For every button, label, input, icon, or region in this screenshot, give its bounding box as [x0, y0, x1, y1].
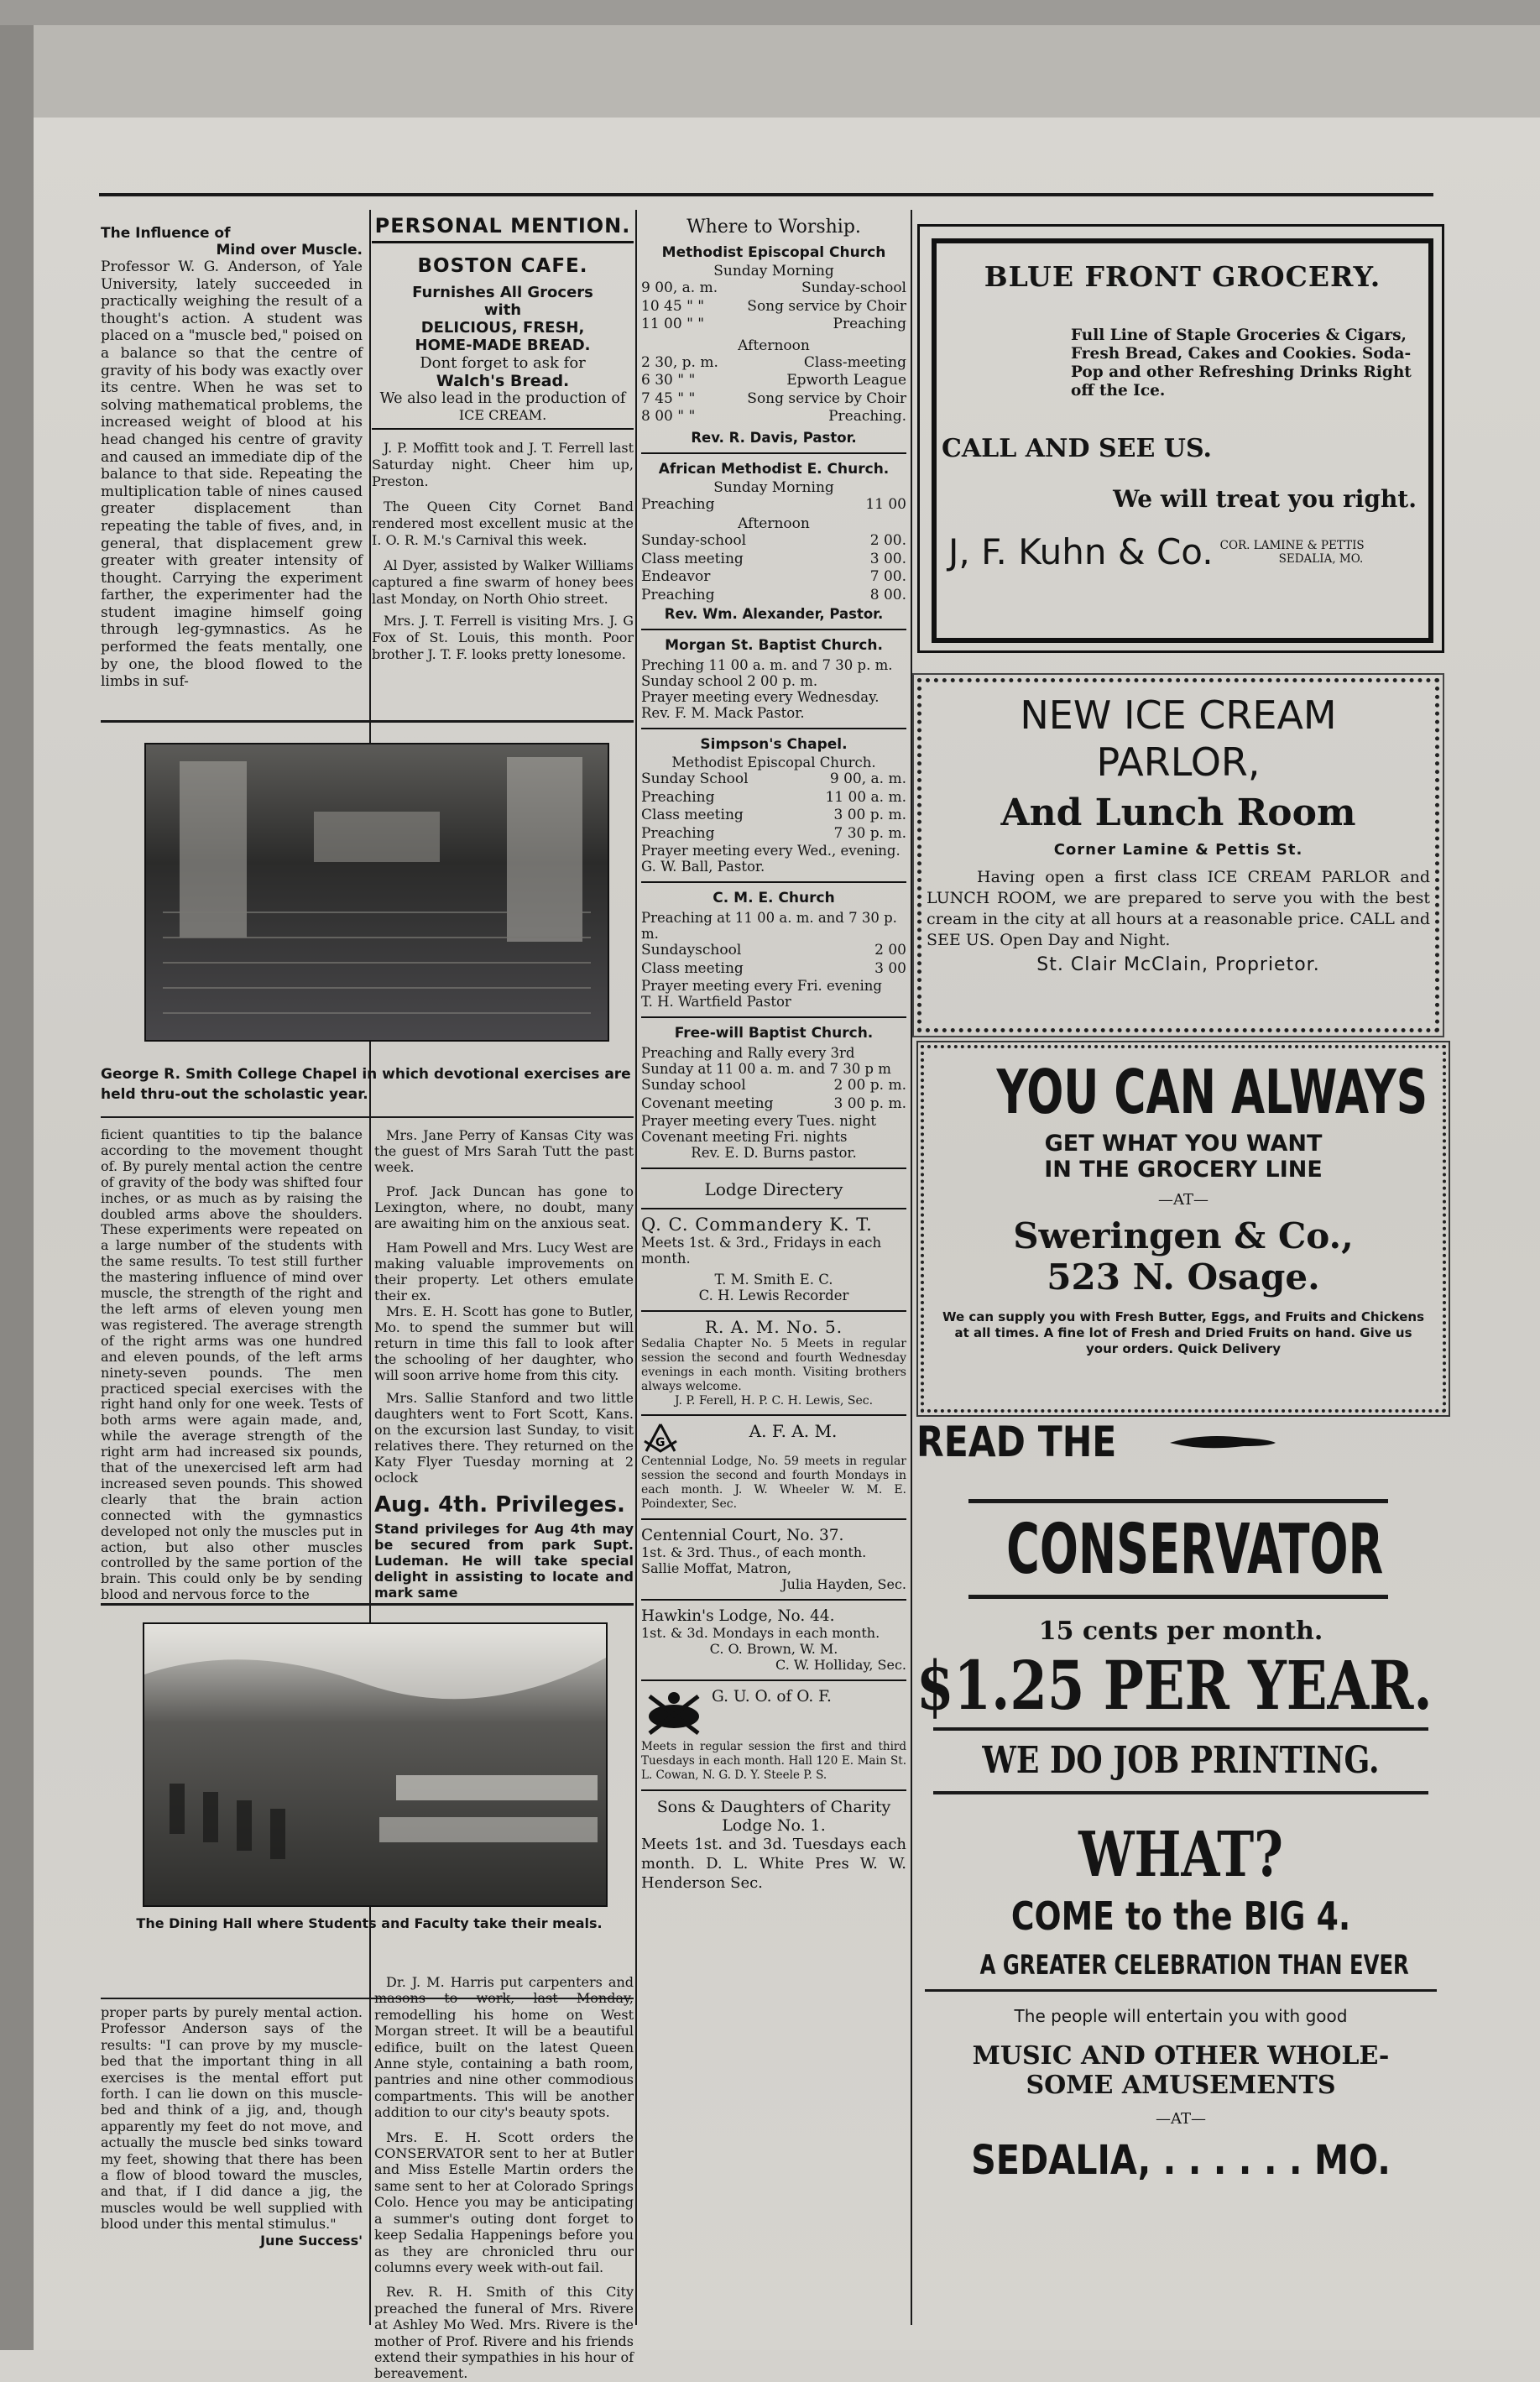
ad-music-line2: SOME AMUSEMENTS: [1026, 2071, 1336, 2100]
church-line: Prayer meeting every Wed., evening. G. W. Ball, Pastor.: [641, 843, 906, 883]
personal-item: Mrs. E. H. Scott orders the CONSERVATOR sent to her at Butler and Miss Estelle Martin orders the same sent to her at Colorado Springs Colo. Hence you may be anticipating a summer's outing dont forget to keep Sedalia Happenings before you as they are chronicled thru our columns every week with-out fail.: [374, 2129, 634, 2275]
personal-item: Prof. Jack Duncan has gone to Lexington, where, no doubt, many are awaiting him on the anxious seat.: [374, 1183, 634, 1231]
schedule-row: [641, 1077, 906, 1095]
lodge-officer: C. W. Holliday, Sec.: [641, 1657, 906, 1681]
schedule-time: Sunday-school: [641, 532, 747, 549]
schedule-event: Sunday-school: [801, 279, 906, 296]
ad-music-line1: MUSIC AND OTHER WHOLE-: [972, 2041, 1390, 2071]
column-rule-2: [635, 210, 637, 2325]
church-title: C. M. E. Church: [713, 890, 835, 906]
schedule-row: [641, 825, 906, 844]
ad-job-box: [916, 1736, 1445, 1786]
church-schedule: [641, 770, 906, 843]
schedule-time: Endeavor: [641, 568, 711, 585]
lodge-text: 1st. & 3rd. Thus., of each month.: [641, 1544, 867, 1560]
ad-business-name: J, F. Kuhn & Co.: [948, 531, 1214, 572]
cafe-line3: DELICIOUS, FRESH,: [420, 319, 585, 337]
lodge-officer: Sallie Moffat, Matron,: [641, 1560, 791, 1576]
schedule-row: [641, 1095, 906, 1114]
schedule-time: Class meeting: [641, 550, 744, 567]
schedule-row: [641, 551, 906, 569]
church-schedule: [641, 496, 906, 515]
svg-text:G: G: [655, 1436, 666, 1450]
lodge-title: Sons & Daughters of Charity: [656, 1798, 891, 1816]
chapel-photo-image: [146, 744, 608, 1040]
ad-address-line2: SEDALIA, MO.: [1278, 551, 1364, 566]
personal-item: Al Dyer, assisted by Walker Williams captured a fine swarm of honey bees last Monday, on North Ohio street.: [372, 557, 634, 607]
personal-item: Dr. J. M. Harris put carpenters and masons to work, last Monday, remodelling his home on West Morgan street. It will be a beautiful edifice, built on the latest Queen Anne style, containing a bath room, pantries and nine other commodious compartments. This will be another addition to our city's beauty spots.: [374, 1974, 634, 2121]
schedule-time: 7 45 " ": [641, 389, 696, 407]
dining-hall-photo-image: [144, 1624, 606, 1905]
lodge-heading: Lodge Directery: [641, 1179, 906, 1209]
ad-line: NEW ICE CREAM: [1020, 692, 1337, 738]
lodge-officer: J. P. Ferell, H. P. C. H. Lewis, Sec.: [641, 1394, 906, 1416]
schedule-event: 8 00.: [869, 586, 906, 603]
church-line: Prayer meeting every Tues. night Covenant meeting Fri. nights: [641, 1113, 876, 1145]
ad-read-box: [916, 1418, 1168, 1465]
ad-read: READ THE: [916, 1418, 1117, 1466]
ad-at: —AT—: [1155, 2110, 1207, 2128]
lodge-officer: T. M. Smith E. C.: [714, 1272, 833, 1288]
personal-item: Mrs. Jane Perry of Kansas City was the guest of Mrs Sarah Tutt the past week.: [374, 1127, 634, 1175]
schedule-event: 2 00.: [869, 532, 906, 549]
ad-rule: [925, 1989, 1437, 1992]
church-line: T. H. Wartfield Pastor: [641, 994, 906, 1018]
church-pastor: Rev. R. Davis, Pastor.: [641, 430, 906, 454]
lodge-text: Meets in regular session the first and third Tuesdays in each month. Hall 120 E. Main St. L. Cowan, N. G. D. Y. Steele P. S.: [641, 1740, 906, 1791]
church-line: Preaching and Rally every 3rd Sunday at 11 00 a. m. and 7 30 p m: [641, 1045, 891, 1077]
lodge-afam: [641, 1421, 906, 1455]
schedule-row: [641, 390, 906, 409]
schedule-event: 7 30 p. m.: [833, 824, 906, 842]
schedule-time: 2 30, p. m.: [641, 353, 718, 371]
personal-mention-top: [372, 214, 634, 718]
church-line: Prayer meeting every Wednesday.: [641, 689, 880, 705]
ad-address: 523 N. Osage.: [1047, 1256, 1320, 1298]
privileges-text: Stand privileges for Aug 4th may be secured from park Supt. Ludeman. He will take special delight in assisting to locate and mark same: [374, 1521, 634, 1601]
personal-item: J. P. Moffitt took and J. T. Ferrell last Saturday night. Cheer him up, Preston.: [372, 440, 634, 489]
privileges-title: Aug. 4th. Privileges.: [374, 1492, 625, 1517]
ad-price-year-box: [916, 1647, 1454, 1724]
church-subtitle: Afternoon: [738, 515, 810, 532]
ad-line: GET WHAT YOU WANT: [1044, 1131, 1323, 1157]
schedule-event: 2 00: [874, 942, 906, 959]
church-title: Simpson's Chapel.: [700, 736, 848, 753]
ad-call: CALL AND SEE US.: [942, 434, 1212, 463]
schedule-time: Preaching: [641, 824, 715, 842]
ad-corner: Corner Lamine & Pettis St.: [1053, 841, 1303, 859]
schedule-row: [641, 532, 906, 551]
schedule-event: Preaching.: [828, 408, 906, 425]
schedule-row: [641, 408, 906, 426]
ad-signature: [948, 531, 1428, 572]
lodge-title: Q. C. Commandery K. T.: [641, 1215, 873, 1235]
article-source: June Success': [260, 2232, 363, 2249]
lodge-text: Meets 1st. & 3rd., Fridays in each month.: [641, 1235, 882, 1267]
church-schedule: [641, 1077, 906, 1113]
article-title-line2: Mind over Muscle.: [216, 242, 363, 259]
ad-treat: We will treat you right.: [1113, 485, 1417, 513]
cafe-line4: HOME-MADE BREAD.: [415, 337, 591, 354]
schedule-row: [641, 770, 906, 789]
chapel-caption-text: George R. Smith College Chapel in which devotional exercises are held thru-out the scholastic year.: [101, 1066, 631, 1103]
ad-price-year: $1.25 PER YEAR.: [916, 1646, 1433, 1725]
ad-headline-box: [924, 1058, 1443, 1126]
ad-rule: [933, 1727, 1428, 1731]
church-schedule: [641, 942, 906, 978]
worship-heading: Where to Worship.: [686, 217, 861, 238]
schedule-row: [641, 960, 906, 979]
dining-caption: [101, 1915, 638, 1949]
ad-come-box: [916, 1892, 1445, 1941]
schedule-event: 2 00 p. m.: [833, 1077, 906, 1094]
church-subtitle: Sunday Morning: [713, 478, 834, 496]
lodge-title: A. F. A. M.: [749, 1421, 838, 1441]
chapel-caption: [101, 1064, 638, 1115]
ad-what: WHAT?: [1078, 1819, 1283, 1891]
schedule-event: 9 00, a. m.: [829, 770, 906, 787]
ad-price-month: 15 cents per month.: [1038, 1617, 1323, 1646]
conservator-ad: [916, 1418, 1445, 1800]
personal-item: Ham Powell and Mrs. Lucy West are making valuable improvements on their property. Let others emulate their ex.: [374, 1240, 634, 1303]
ad-what-box: [916, 1819, 1445, 1891]
chapel-photo: [144, 743, 609, 1042]
church-line: Preaching at 11 00 a. m. and 7 30 p. m.: [641, 910, 897, 942]
oddfellows-emblem-icon: [641, 1688, 707, 1740]
lodge-title: G. U. O. of O. F.: [712, 1688, 832, 1706]
schedule-time: Sundayschool: [641, 942, 742, 959]
schedule-row: [641, 568, 906, 587]
schedule-time: 6 30 " ": [641, 372, 696, 389]
lodge-text: Meets 1st. and 3d. Tuesdays each month. D. L. White Pres W. W. Henderson Sec.: [641, 1836, 906, 1892]
ad-rule: [968, 1595, 1388, 1599]
ad-headline: YOU CAN ALWAYS: [996, 1057, 1428, 1127]
ad-job-printing: WE DO JOB PRINTING.: [982, 1739, 1380, 1782]
scan-top-band: [34, 25, 1540, 118]
section-rule-1: [101, 720, 634, 723]
column-rule-3: [911, 210, 912, 2325]
article-body: Professor W. G. Anderson, of Yale University, lately succeeded in practically weighing the result of a thought's action. A student was placed on a "muscle bed," poised on a balance so that the centre of gravity of his body was exactly over its centre. When he was set to solving mathematical problems, the increased weight of blood at his head changed his centre of gravity and caused an immediate dip of the balance to that side. Repeating the multiplication table of nines caused greater displacement than repeating the table of fives, and, in general, that displacement grew greater with greater intensity of thought. Carrying the experiment farther, the experimenter had the student imagine himself going through leg-gymnastics. As he performed the feats mentally, one by one, the blood flowed to the limbs in suf-: [101, 259, 363, 691]
personal-mention-heading: PERSONAL MENTION.: [372, 214, 634, 243]
cafe-name: BOSTON CAFE.: [417, 255, 588, 277]
schedule-row: [641, 942, 906, 960]
schedule-event: Class-meeting: [803, 353, 906, 371]
schedule-time: Covenant meeting: [641, 1094, 774, 1112]
schedule-time: 11 00 " ": [641, 316, 705, 332]
ad-people: The people will entertain you with good: [1014, 2006, 1348, 2026]
schedule-row: [641, 807, 906, 825]
schedule-row: [641, 298, 906, 316]
lodge-officer: Julia Hayden, Sec.: [641, 1576, 906, 1601]
ad-city-box: [916, 2134, 1445, 2186]
cafe-line7: We also lead in the production of: [379, 390, 626, 407]
ad-line: And Lunch Room: [1000, 791, 1356, 834]
ad-text: Having open a first class ICE CREAM PARLOR and LUNCH ROOM, we are prepared to serve you with the best cream in the city at all hours at a reasonable price. CALL and SEE US. Open Day and Night.: [927, 868, 1430, 949]
schedule-time: Preaching: [641, 788, 715, 806]
lodge-oddfellows: [641, 1688, 906, 1740]
schedule-event: Song service by Choir: [747, 389, 906, 407]
dining-hall-photo: [143, 1622, 608, 1907]
personal-item: Mrs. E. H. Scott has gone to Butler, Mo. to spend the summer but will return in time this fall to look after the schooling of her daughter, who will soon arrive home from this city.: [374, 1303, 634, 1383]
ad-city: SEDALIA, . . . . . . MO.: [971, 2137, 1391, 2184]
schedule-event: 3 00: [874, 959, 906, 977]
schedule-event: 3 00 p. m.: [833, 807, 906, 823]
schedule-event: Epworth League: [786, 372, 906, 389]
cafe-line8: ICE CREAM.: [372, 407, 634, 430]
schedule-event: Preaching: [833, 316, 906, 332]
section-rule-3: [101, 1603, 634, 1606]
lodge-text: 1st. & 3d. Mondays in each month.: [641, 1625, 880, 1641]
schedule-event: 3 00.: [869, 550, 906, 567]
ice-cream-parlor-ad: [917, 678, 1439, 1032]
lodge-text: Centennial Lodge, No. 59 meets in regular session the second and fourth Mondays in each month. J. W. Wheeler W. M. E. Poindexter, Sec.: [641, 1455, 906, 1520]
schedule-row: [641, 587, 906, 605]
church-line: Prayer meeting every Fri. evening: [641, 978, 882, 994]
church-title: African Methodist E. Church.: [658, 460, 890, 478]
cafe-line2: with: [483, 301, 522, 319]
schedule-time: 9 00, a. m.: [641, 279, 718, 296]
schedule-event: 11 00: [865, 495, 906, 513]
ad-address-line1: COR. LAMINE & PETTIS: [1219, 538, 1365, 552]
cafe-line5: Dont forget to ask for: [420, 354, 586, 372]
schedule-time: Class meeting: [641, 807, 744, 823]
scan-edge-left: [0, 0, 34, 2350]
church-schedule: [641, 279, 906, 334]
schedule-row: [641, 496, 906, 515]
article-body-3: proper parts by purely mental action. Professor Anderson says of the results: "I can prove by my muscle-bed that the important thing in all exercises is the mental effort put forth. I can lie down on this muscle-bed and think of a jig, and, though apparently my feet do not move, and actually the muscle bed sinks toward my feet, showing that there has been a flow of blood toward the muscles, and that, if I did dance a jig, the muscles would be well supplied with blood under this mental stimulus.": [101, 2004, 363, 2233]
top-rule: [99, 193, 1433, 196]
lodge-officer: C. O. Brown, W. M.: [709, 1641, 838, 1657]
lodge-title: Lodge No. 1.: [722, 1816, 826, 1835]
church-title: Free-will Baptist Church.: [674, 1025, 874, 1042]
blue-front-grocery-ad: [917, 224, 1444, 653]
church-subtitle: Sunday Morning: [713, 263, 834, 279]
church-schedule: [641, 354, 906, 426]
ad-greater: A GREATER CELEBRATION THAN EVER: [979, 1949, 1409, 1981]
lodge-oddfellows-body: [707, 1688, 906, 1706]
church-line: Rev. F. M. Mack Pastor.: [641, 705, 906, 729]
lodge-officer: C. H. Lewis Recorder: [641, 1288, 906, 1312]
church-line: Preching 11 00 a. m. and 7 30 p. m.: [641, 657, 893, 673]
sweringen-grocery-ad: [921, 1045, 1446, 1413]
ad-at: —AT—: [1157, 1191, 1209, 1209]
ad-rule: [933, 1791, 1428, 1794]
ad-newspaper-name: CONSERVATOR: [1006, 1510, 1384, 1590]
ad-rule: [968, 1499, 1388, 1503]
schedule-time: Sunday school: [641, 1077, 746, 1094]
schedule-event: 11 00 a. m.: [825, 788, 906, 806]
ad-inner-border: [932, 238, 1433, 643]
schedule-row: [641, 354, 906, 373]
scan-edge-top: [0, 0, 1540, 25]
lodge-text: Sedalia Chapter No. 5 Meets in regular session the second and fourth Wednesday evenings in each month. Visiting brothers always welcome.: [641, 1337, 906, 1393]
church-subtitle: Afternoon: [738, 337, 810, 354]
ad-text: Full Line of Staple Groceries & Cigars, Fresh Bread, Cakes and Cookies. Soda-Pop and other Refreshing Drinks Right off the Ice.: [1071, 326, 1412, 400]
column-rule-1: [369, 210, 371, 2325]
schedule-time: 10 45 " ": [641, 297, 705, 315]
ad-read-row: [916, 1418, 1445, 1465]
lodge-title: R. A. M. No. 5.: [704, 1317, 843, 1337]
personal-item: Rev. R. H. Smith of this City preached the funeral of Mrs. Rivere at Ashley Mo Wed. Mrs. Rivere is the mother of Prof. Rivere and his friends extend their sympathies in his hour of bereavement.: [374, 2284, 634, 2382]
personal-item: The Queen City Cornet Band rendered most excellent music at the I. O. R. M.'s Carnival this week.: [372, 499, 634, 548]
ad-line: IN THE GROCERY LINE: [1044, 1157, 1323, 1183]
schedule-row: [641, 372, 906, 390]
ad-signature: St. Clair McClain, Proprietor.: [1036, 954, 1320, 975]
schedule-row: [641, 789, 906, 807]
article-final: [101, 2004, 363, 2344]
church-line: Rev. E. D. Burns pastor.: [641, 1145, 906, 1169]
schedule-time: Preaching: [641, 586, 715, 603]
church-subtitle: Methodist Episcopal Church.: [671, 755, 876, 770]
schedule-time: Preaching: [641, 495, 715, 513]
ad-name-box: [916, 1512, 1445, 1588]
personal-item: Mrs. J. T. Ferrell is visiting Mrs. J. G Fox of St. Louis, this month. Poor brother J. T. F. looks pretty lonesome.: [372, 613, 634, 662]
schedule-event: 7 00.: [869, 568, 906, 585]
personal-mention-middle: [374, 1127, 634, 1601]
church-pastor: Rev. Wm. Alexander, Pastor.: [641, 606, 906, 630]
schedule-event: Song service by Choir: [747, 297, 906, 315]
ad-business-name: Sweringen & Co.,: [1013, 1215, 1354, 1256]
church-line: Sunday school 2 00 p. m.: [641, 673, 818, 689]
dining-caption-text: The Dining Hall where Students and Faculty take their meals.: [136, 1915, 603, 1931]
ad-greater-box: [916, 1947, 1445, 1982]
lodge-title: Hawkin's Lodge, No. 44.: [641, 1607, 835, 1625]
masonic-emblem-icon: [641, 1421, 680, 1455]
article-continued: [101, 1127, 363, 1601]
schedule-time: 8 00 " ": [641, 408, 696, 425]
pointing-hand-icon: [1168, 1429, 1277, 1455]
section-rule-2: [101, 1116, 634, 1118]
ad-line: PARLOR,: [1096, 739, 1261, 785]
ad-address: [1220, 539, 1365, 566]
personal-item: Mrs. Sallie Stanford and two little daughters went to Fort Scott, Kans. on the excursion last Sunday, to visit relatives there. They returned on the Katy Flyer Tuesday morning at 2 oclock: [374, 1390, 634, 1486]
cafe-line1: Furnishes All Grocers: [412, 284, 593, 301]
ad-title: BLUE FRONT GROCERY.: [984, 260, 1381, 293]
schedule-time: Sunday School: [641, 770, 749, 787]
article-influence: [101, 225, 363, 716]
cafe-line6: Walch's Bread.: [436, 372, 570, 390]
church-title: Methodist Episcopal Church: [661, 244, 886, 261]
schedule-event: 3 00 p. m.: [833, 1094, 906, 1112]
ad-text: We can supply you with Fresh Butter, Eggs, and Fruits and Chickens at all times. A fine lot of Fresh and Dried Fruits on hand. Give us your orders. Quick Delivery: [942, 1309, 1424, 1356]
article-title-line1: The Influence of: [101, 225, 231, 242]
ad-come: COME to the BIG 4.: [1010, 1894, 1351, 1939]
lodge-title: Centennial Court, No. 37.: [641, 1527, 844, 1544]
schedule-time: Class meeting: [641, 959, 744, 977]
church-title: Morgan St. Baptist Church.: [665, 637, 883, 654]
big-four-celebration-ad: [916, 1821, 1445, 2342]
schedule-row: [641, 279, 906, 298]
personal-mention-bottom: [374, 1974, 634, 2382]
church-schedule: [641, 532, 906, 604]
article-body-2: ficient quantities to tip the balance according to the movement thought of. By purely mental action the centre of gravity of the body was shifted four inches, or as much as by raising the doubled arms above the shoulders. These experiments were repeated on a large number of the students with the same results. To test still further the mastering influence of mind over muscle, the strength of the right and the left arms of eleven young men was registered. The average strength of the right arms was one hundred and eleven pounds, of the left arms ninety-seven pounds. The men practiced special exercises with the right hand only for one week. Tests of both arms were again made, and, while the average strength of the right arm had increased six pounds, that of the unexercised left arm had increased seven pounds. This showed clearly that the brain action connected with the gymnastics developed not only the muscles put in action, but also other muscles controlled by the same portion of the brain. This could only be by sending blood and nervous force to the: [101, 1126, 363, 1603]
schedule-row: [641, 316, 906, 334]
where-to-worship: [641, 217, 906, 2348]
